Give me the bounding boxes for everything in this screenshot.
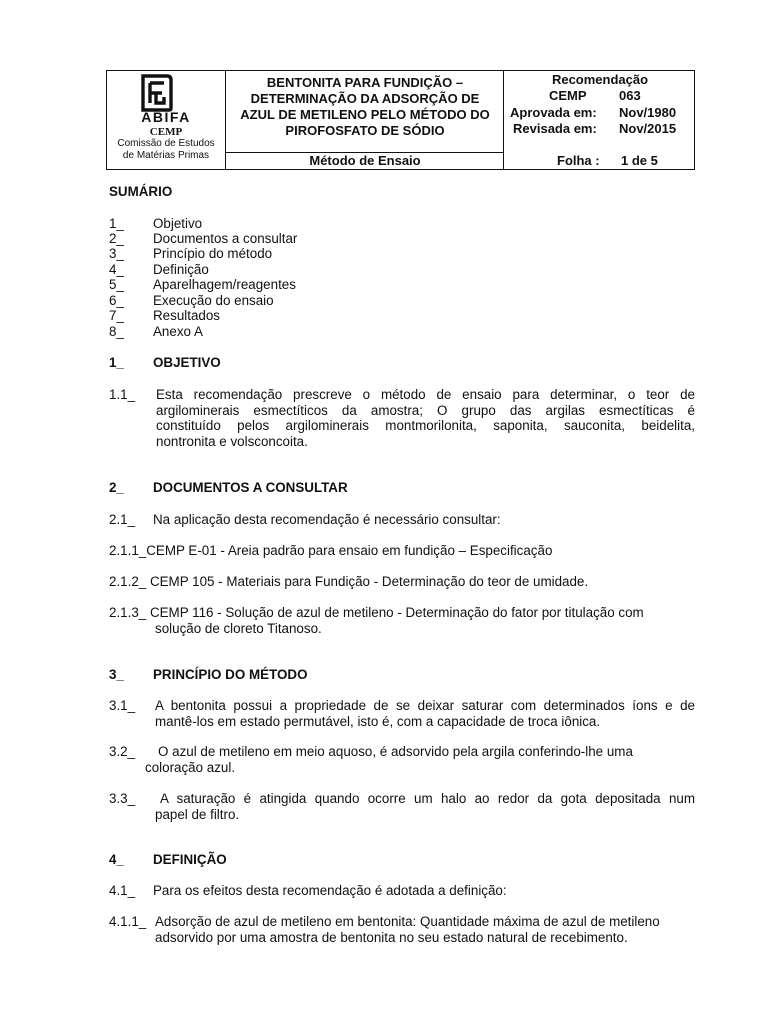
paragraph-line: A bentonita possui a propriedade de se deixar saturar com determinados íons e de <box>155 698 695 713</box>
logo-cemp: CEMP <box>149 126 183 138</box>
section-number: 3_ <box>109 667 124 682</box>
summary-item-label: Aparelhagem/reagentes <box>153 277 296 292</box>
summary-item-number: 5_ <box>109 277 124 292</box>
summary-item-label: Execução do ensaio <box>153 293 274 308</box>
logo-subtitle-line: de Matérias Primas <box>122 150 210 161</box>
document-info <box>505 71 695 169</box>
header-divider <box>225 71 226 169</box>
title-line: BENTONITA PARA FUNDIÇÃO – <box>266 75 464 90</box>
section-number: 2_ <box>109 480 124 495</box>
approved-label: Aprovada em: <box>510 105 597 120</box>
summary-item-number: 1_ <box>109 216 124 231</box>
paragraph-number: 3.2_ <box>109 744 136 759</box>
logo-cell <box>107 71 225 169</box>
summary-item-label: Documentos a consultar <box>153 231 298 246</box>
revised-date: Nov/2015 <box>619 121 677 136</box>
abifa-logo-icon <box>140 74 174 112</box>
summary-title: SUMÁRIO <box>109 184 173 199</box>
summary-item-number: 3_ <box>109 246 124 261</box>
paragraph-line: coloração azul. <box>145 760 236 775</box>
cemp-number: 063 <box>619 88 641 103</box>
document-header <box>106 70 695 170</box>
paragraph-line: nontronita e volsconcoita. <box>156 433 308 449</box>
paragraph-line: argilominerais esmectíticos da amostra; O grupo das argilas esmectíticas é <box>156 402 695 418</box>
summary-item-number: 8_ <box>109 324 124 339</box>
title-line: PIROFOSFATO DE SÓDIO <box>285 123 445 138</box>
paragraph-line: constituído pelos argilominerais montmorilonita, saponita, sauconita, beidelita, <box>156 418 695 434</box>
paragraph-number: 2.1_ <box>109 512 136 527</box>
summary-item-number: 2_ <box>109 231 124 246</box>
paragraph-line: O azul de metileno em meio aquoso, é adsorvido pela argila conferindo-lhe uma <box>158 744 633 759</box>
paragraph: Para os efeitos desta recomendação é adotada a definição: <box>153 883 507 898</box>
summary-item-label: Resultados <box>153 308 220 323</box>
section-number: 1_ <box>109 355 124 370</box>
reference-item: 2.1.1_CEMP E-01 - Areia padrão para ensaio em fundição – Especificação <box>109 543 553 558</box>
document-title <box>227 75 503 139</box>
paragraph-line: Adsorção de azul de metileno em bentonita: Quantidade máxima de azul de metileno <box>155 914 660 929</box>
logo-name: ABIFA <box>141 109 191 125</box>
summary-item-number: 6_ <box>109 293 124 308</box>
paragraph-line: mantê-los em estado permutável, isto é, com a capacidade de troca iônica. <box>155 713 601 729</box>
approved-date: Nov/1980 <box>619 105 677 120</box>
summary-item-label: Definição <box>153 262 209 277</box>
summary-item-label: Anexo A <box>153 324 203 339</box>
sheet-label: Folha : <box>557 153 600 168</box>
paragraph-number: 4.1.1_ <box>109 914 147 929</box>
logo-subtitle-line: Comissão de Estudos <box>117 138 215 149</box>
summary-item-number: 4_ <box>109 262 124 277</box>
summary-item-label: Princípio do método <box>153 246 273 261</box>
paragraph-line: adsorvido por uma amostra de bentonita no seu estado natural de recebimento. <box>155 930 628 945</box>
summary-item-label: Objetivo <box>153 216 203 231</box>
method-label: Método de Ensaio <box>309 153 421 168</box>
paragraph <box>160 791 695 807</box>
sheet-value: 1 de 5 <box>621 153 658 168</box>
paragraph-line: Esta recomendação prescreve o método de ensaio para determinar, o teor de <box>156 387 695 402</box>
section-title: PRINCÍPIO DO MÉTODO <box>153 667 308 682</box>
reference-item: 2.1.2_ CEMP 105 - Materiais para Fundição - Determinação do teor de umidade. <box>109 574 589 589</box>
section-title: DEFINIÇÃO <box>153 852 227 867</box>
revised-label: Revisada em: <box>513 121 597 136</box>
paragraph-line: A saturação é atingida quando ocorre um halo ao redor da gota depositada num <box>160 791 695 806</box>
paragraph-number: 3.1_ <box>109 698 136 713</box>
cemp-label: CEMP <box>549 88 587 103</box>
section-title: DOCUMENTOS A CONSULTAR <box>153 480 348 495</box>
header-divider <box>503 71 504 169</box>
paragraph-number: 1.1_ <box>109 387 136 402</box>
paragraph-number: 4.1_ <box>109 883 136 898</box>
paragraph <box>155 698 695 729</box>
paragraph-number: 3.3_ <box>109 791 136 806</box>
paragraph: Na aplicação desta recomendação é necessário consultar: <box>153 512 501 527</box>
title-line: AZUL DE METILENO PELO MÉTODO DO <box>240 107 490 122</box>
paragraph-line: papel de filtro. <box>155 807 240 822</box>
title-line: DETERMINAÇÃO DA ADSORÇÃO DE <box>250 91 480 106</box>
section-title: OBJETIVO <box>153 355 221 370</box>
logo-subtitle <box>107 138 225 162</box>
section-number: 4_ <box>109 852 124 867</box>
reference-item: 2.1.3_ CEMP 116 - Solução de azul de metileno - Determinação do fator por titulação com <box>109 605 644 620</box>
recommendation-label: Recomendação <box>551 72 649 87</box>
paragraph <box>156 387 695 449</box>
reference-item-continuation: solução de cloreto Titanoso. <box>155 621 322 636</box>
summary-item-number: 7_ <box>109 308 124 323</box>
